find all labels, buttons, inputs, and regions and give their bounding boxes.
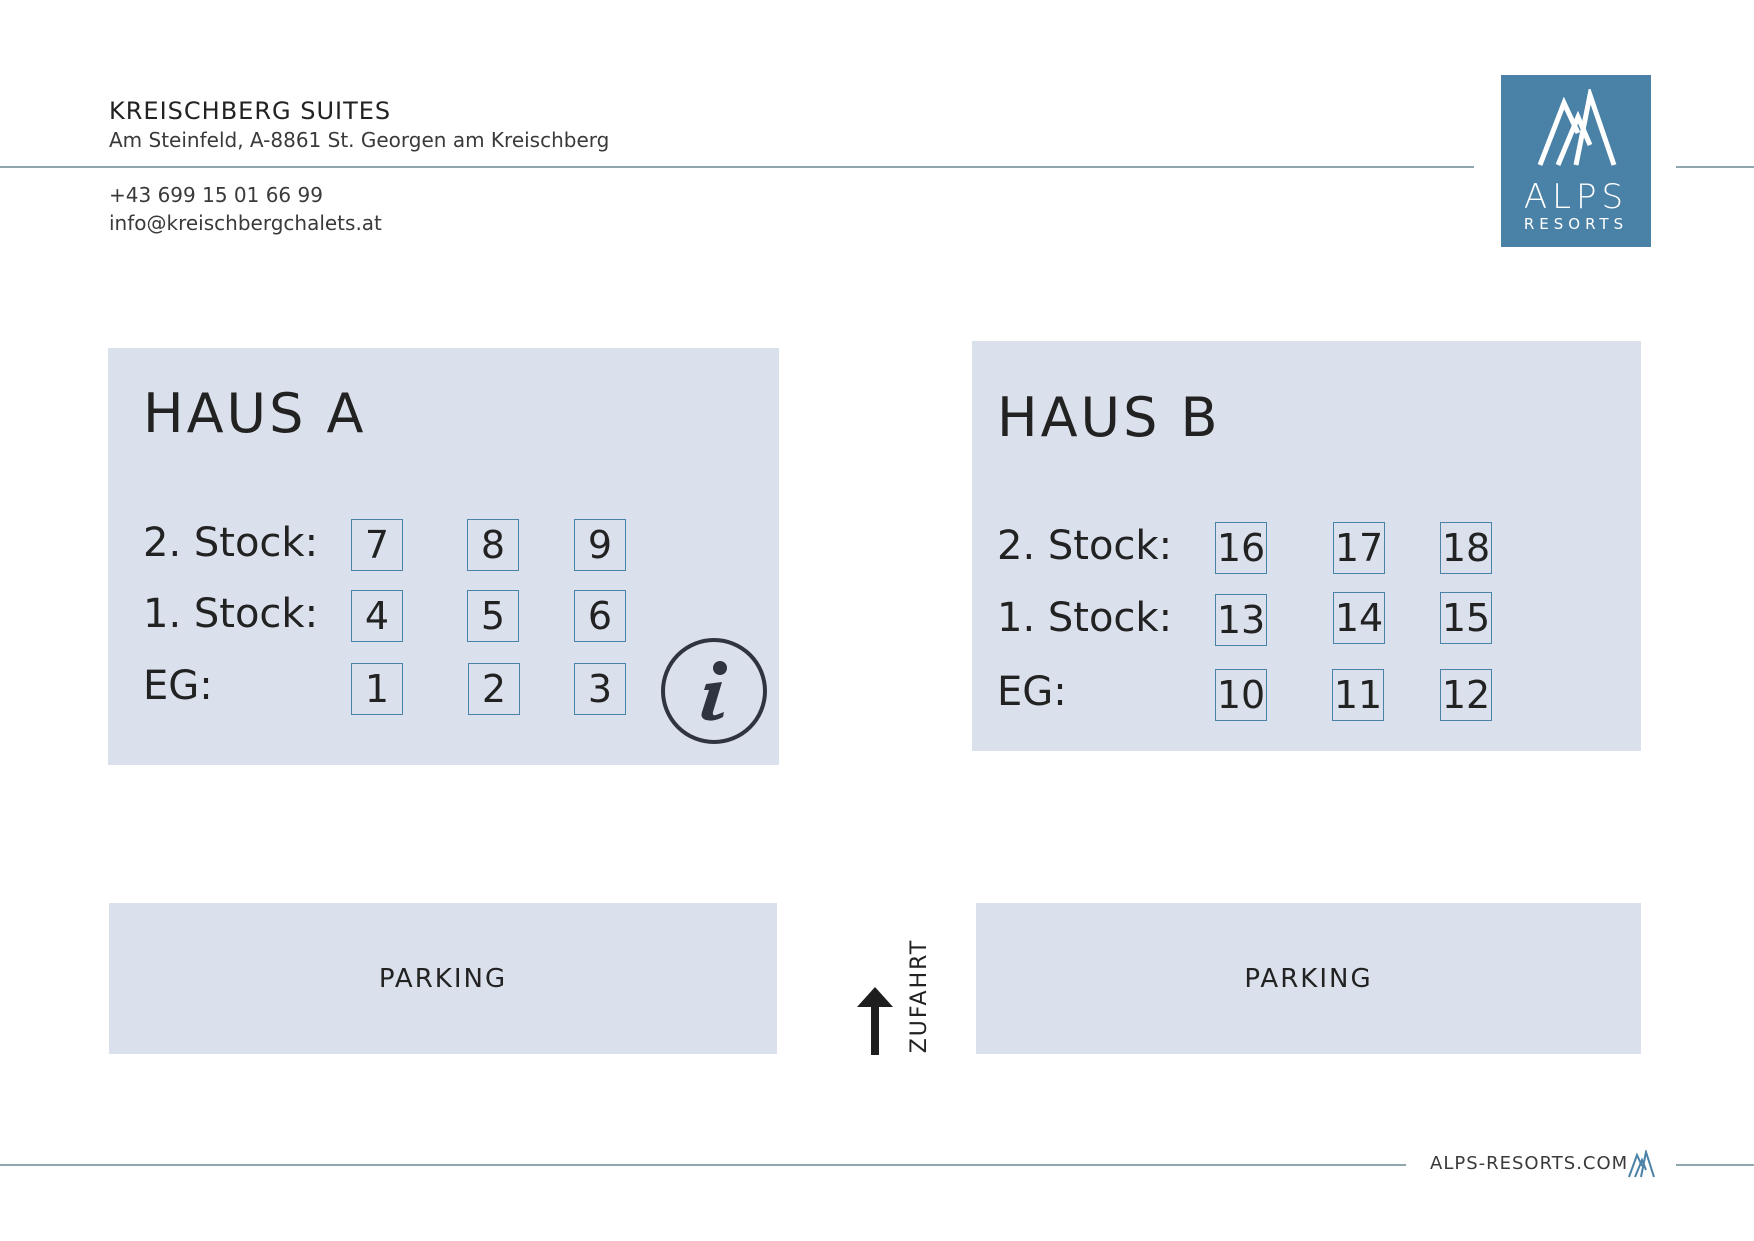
house-a-unit-2[interactable]: 2 (468, 663, 520, 715)
house-b-panel (972, 341, 1641, 751)
header-divider (0, 166, 1474, 168)
house-b-unit-18[interactable]: 18 (1440, 522, 1492, 574)
parking-area-left (109, 903, 777, 1054)
house-a-unit-7[interactable]: 7 (351, 519, 403, 571)
access-road-text: ZUFAHRT (907, 938, 932, 1054)
house-a-unit-8[interactable]: 8 (467, 519, 519, 571)
house-a-floor-label: 1. Stock: (143, 591, 319, 637)
house-b-unit-17[interactable]: 17 (1333, 522, 1385, 574)
footer-divider (0, 1164, 1406, 1166)
house-a-floor-label: EG: (143, 663, 213, 709)
house-b-unit-10[interactable]: 10 (1215, 669, 1267, 721)
house-b-floor-label: 2. Stock: (997, 523, 1173, 569)
footer-divider-right (1676, 1164, 1754, 1166)
info-glyph (692, 660, 736, 722)
parking-area-right (976, 903, 1641, 1054)
footer-website-link[interactable]: ALPS-RESORTS.COM (1430, 1153, 1629, 1174)
house-b-unit-15[interactable]: 15 (1440, 592, 1492, 644)
house-b-unit-16[interactable]: 16 (1215, 522, 1267, 574)
alps-resorts-logo (1501, 75, 1651, 247)
house-b-unit-12[interactable]: 12 (1440, 669, 1492, 721)
property-name: KREISCHBERG SUITES (109, 97, 392, 125)
mountain-peaks-icon (1534, 89, 1618, 169)
house-a-unit-3[interactable]: 3 (574, 663, 626, 715)
info-icon[interactable] (661, 638, 767, 744)
phone-number[interactable]: +43 699 15 01 66 99 (109, 183, 323, 207)
house-a-unit-5[interactable]: 5 (467, 590, 519, 642)
access-road-label (905, 937, 935, 1055)
parking-label-left: PARKING (378, 963, 508, 994)
house-b-unit-14[interactable]: 14 (1333, 592, 1385, 644)
header-divider-right (1676, 166, 1754, 168)
house-a-unit-4[interactable]: 4 (351, 590, 403, 642)
mountain-peaks-icon (1627, 1150, 1655, 1178)
house-b-unit-13[interactable]: 13 (1215, 594, 1267, 646)
logo-sub: RESORTS (1523, 215, 1629, 233)
house-b-floor-label: EG: (997, 669, 1067, 715)
house-a-floor-label: 2. Stock: (143, 520, 319, 566)
house-b-title: HAUS B (997, 386, 1221, 449)
house-a-unit-9[interactable]: 9 (574, 519, 626, 571)
house-b-unit-11[interactable]: 11 (1332, 669, 1384, 721)
house-b-floor-label: 1. Stock: (997, 595, 1173, 641)
logo-brand: ALPS (1523, 177, 1629, 217)
house-a-unit-1[interactable]: 1 (351, 663, 403, 715)
house-a-title: HAUS A (143, 382, 367, 445)
email-address[interactable]: info@kreischbergchalets.at (109, 211, 382, 235)
property-address: Am Steinfeld, A-8861 St. Georgen am Kreischberg (109, 128, 610, 152)
house-a-unit-6[interactable]: 6 (574, 590, 626, 642)
parking-label-right: PARKING (1244, 963, 1373, 994)
arrow-up-icon (855, 985, 895, 1056)
